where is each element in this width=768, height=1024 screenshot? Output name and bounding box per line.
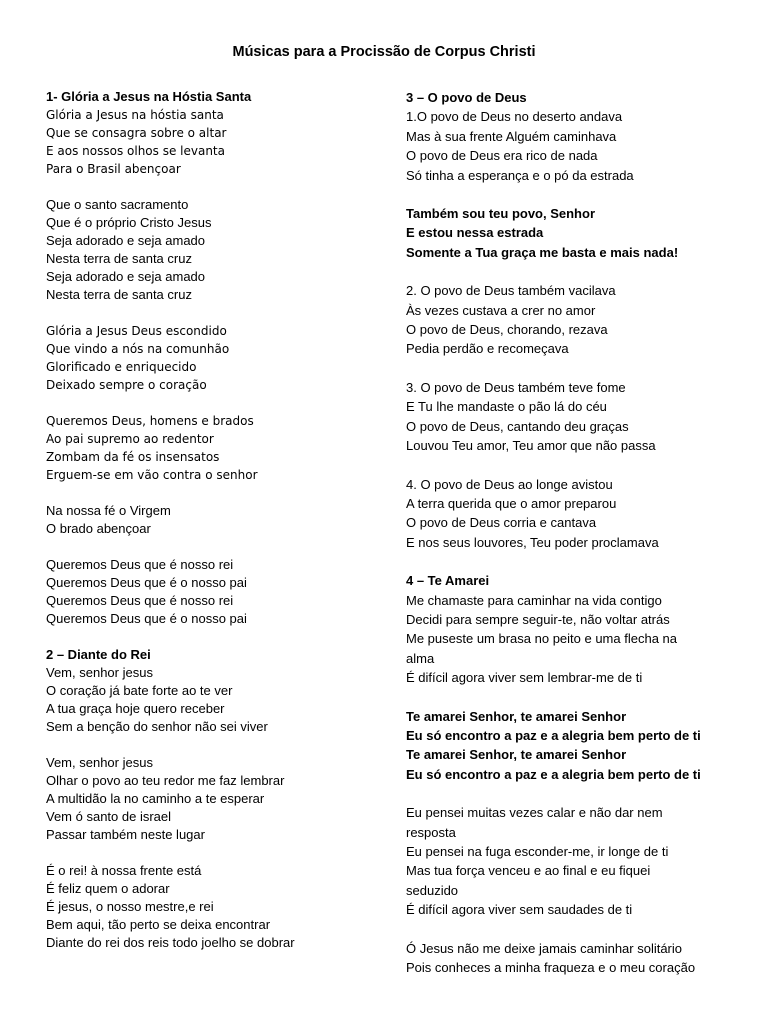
lyric-line: Olhar o povo ao teu redor me faz lembrar: [46, 773, 285, 788]
lyric-line: Queremos Deus que é nosso rei: [46, 557, 234, 572]
lyric-line: Ó Jesus não me deixe jamais caminhar solitário: [406, 940, 683, 956]
lyric-line: Mas à sua frente Alguém caminhava: [406, 128, 617, 144]
lyric-line: Me puseste um brasa no peito e uma flecha na: [406, 631, 677, 647]
song-heading: [46, 646, 376, 664]
stanza: [406, 591, 726, 688]
right-column: [406, 88, 726, 977]
lyric-line: É difícil agora viver sem lembrar-me de ti: [406, 670, 643, 686]
stanza: [46, 664, 376, 736]
lyric-line: Mas tua força venceu e ao final e eu fiquei: [406, 863, 651, 879]
lyric-line: Deixado sempre o coração: [46, 378, 207, 392]
lyric-line: resposta: [406, 824, 456, 840]
song-title: 2 – Diante do Rei: [46, 647, 151, 662]
lyric-line: A terra querida que o amor preparou: [406, 495, 617, 511]
stanza: [46, 322, 376, 394]
lyric-line: Louvou Teu amor, Teu amor que não passa: [406, 438, 656, 454]
stanza: [406, 204, 726, 262]
stanza: [406, 707, 726, 785]
lyric-line: 1.O povo de Deus no deserto andava: [406, 109, 623, 125]
lyric-line: O povo de Deus, cantando deu graças: [406, 418, 629, 434]
lyric-line: Nesta terra de santa cruz: [46, 287, 192, 302]
lyric-line: Que é o próprio Cristo Jesus: [46, 215, 212, 230]
lyric-line: É jesus, o nosso mestre,e rei: [46, 899, 214, 914]
lyric-line: É feliz quem o adorar: [46, 881, 170, 896]
lyric-line: Zombam da fé os insensatos: [46, 450, 220, 464]
stanza: [46, 502, 376, 538]
lyric-line: Glória a Jesus na hóstia santa: [46, 108, 224, 122]
lyric-line: Somente a Tua graça me basta e mais nada!: [406, 244, 679, 260]
lyric-line: Bem aqui, tão perto se deixa encontrar: [46, 917, 271, 932]
lyric-line: Passar também neste lugar: [46, 827, 205, 842]
lyric-line: Também sou teu povo, Senhor: [406, 206, 596, 222]
lyric-line: Eu pensei na fuga esconder-me, ir longe de ti: [406, 844, 669, 859]
lyric-line: E Tu lhe mandaste o pão lá do céu: [406, 399, 607, 415]
lyric-line: O povo de Deus corria e cantava: [406, 515, 597, 531]
lyric-line: E estou nessa estrada: [406, 225, 544, 241]
lyric-line: Ao pai supremo ao redentor: [46, 432, 214, 446]
song-heading: [406, 88, 726, 107]
lyric-line: Seja adorado e seja amado: [46, 269, 206, 284]
lyric-line: Eu só encontro a paz e a alegria bem perto de ti: [406, 727, 701, 743]
lyric-line: 2. O povo de Deus também vacilava: [406, 283, 616, 299]
stanza: [46, 412, 376, 484]
stanza: [46, 556, 376, 628]
lyric-line: Queremos Deus que é nosso rei: [46, 593, 234, 608]
lyric-line: O brado abençoar: [46, 521, 151, 536]
lyric-line: Vem ó santo de israel: [46, 809, 172, 824]
lyric-line: Pois conheces a minha fraqueza e o meu coração: [406, 960, 696, 976]
lyric-line: Nesta terra de santa cruz: [46, 251, 192, 266]
stanza: [406, 475, 726, 553]
stanza: [406, 803, 726, 919]
lyric-line: Que se consagra sobre o altar: [46, 126, 227, 140]
lyric-line: É o rei! à nossa frente está: [46, 863, 202, 878]
lyric-line: Te amarei Senhor, te amarei Senhor: [406, 708, 627, 724]
stanza: [406, 281, 726, 359]
lyric-line: Queremos Deus, homens e brados: [46, 414, 254, 428]
lyric-line: Vem, senhor jesus: [46, 755, 153, 770]
song-heading: [46, 88, 376, 106]
stanza: [406, 107, 726, 185]
lyric-line: Glória a Jesus Deus escondido: [46, 324, 227, 338]
lyric-line: Queremos Deus que é o nosso pai: [46, 611, 247, 626]
stanza: [46, 862, 376, 952]
lyric-line: Que vindo a nós na comunhão: [46, 342, 230, 356]
stanza: [46, 196, 376, 304]
song-title: 4 – Te Amarei: [406, 573, 490, 589]
lyric-line: Só tinha a esperança e o pó da estrada: [406, 167, 634, 183]
lyric-line: Na nossa fé o Virgem: [46, 503, 171, 518]
lyric-line: Eu pensei muitas vezes calar e não dar nem: [406, 805, 663, 821]
lyric-line: 3. O povo de Deus também teve fome: [406, 379, 626, 395]
lyric-line: E aos nossos olhos se levanta: [46, 144, 225, 158]
lyric-line: Te amarei Senhor, te amarei Senhor: [406, 747, 627, 763]
lyric-line: Queremos Deus que é o nosso pai: [46, 575, 247, 590]
lyric-line: Diante do rei dos reis todo joelho se dobrar: [46, 935, 295, 950]
lyric-line: Pedia perdão e recomeçava: [406, 341, 569, 357]
lyric-line: Decidi para sempre seguir-te, não voltar atrás: [406, 611, 670, 627]
stanza: [406, 378, 726, 456]
lyric-line: alma: [406, 650, 435, 666]
stanza: [46, 754, 376, 844]
lyric-line: Às vezes custava a crer no amor: [406, 302, 596, 318]
lyric-line: Seja adorado e seja amado: [46, 233, 206, 248]
song-title: 3 – O povo de Deus: [406, 90, 527, 105]
lyric-line: Me chamaste para caminhar na vida contigo: [406, 592, 662, 608]
lyric-line: seduzido: [406, 882, 459, 898]
lyric-line: O coração já bate forte ao te ver: [46, 683, 233, 698]
song-title: 1- Glória a Jesus na Hóstia Santa: [46, 89, 252, 104]
document-title: Músicas para a Procissão de Corpus Christi: [232, 44, 536, 60]
lyric-line: Para o Brasil abençoar: [46, 162, 181, 176]
lyric-line: Que o santo sacramento: [46, 197, 189, 212]
lyric-line: Glorificado e enriquecido: [46, 360, 197, 374]
lyric-line: O povo de Deus, chorando, rezava: [406, 322, 608, 338]
lyric-line: Eu só encontro a paz e a alegria bem perto de ti: [406, 766, 701, 782]
lyric-line: Sem a benção do senhor não sei viver: [46, 719, 268, 734]
lyric-line: É difícil agora viver sem saudades de ti: [406, 902, 633, 918]
stanza: [406, 939, 726, 978]
left-column: [46, 88, 376, 952]
stanza: [46, 106, 376, 178]
lyric-line: A tua graça hoje quero receber: [46, 701, 225, 716]
lyric-line: Vem, senhor jesus: [46, 665, 153, 680]
lyric-line: Erguem-se em vão contra o senhor: [46, 468, 258, 482]
lyric-line: E nos seus louvores, Teu poder proclamava: [406, 534, 659, 550]
lyric-line: O povo de Deus era rico de nada: [406, 148, 598, 164]
song-heading: [406, 571, 726, 590]
lyric-line: 4. O povo de Deus ao longe avistou: [406, 476, 613, 492]
lyric-line: A multidão la no caminho a te esperar: [46, 791, 265, 806]
